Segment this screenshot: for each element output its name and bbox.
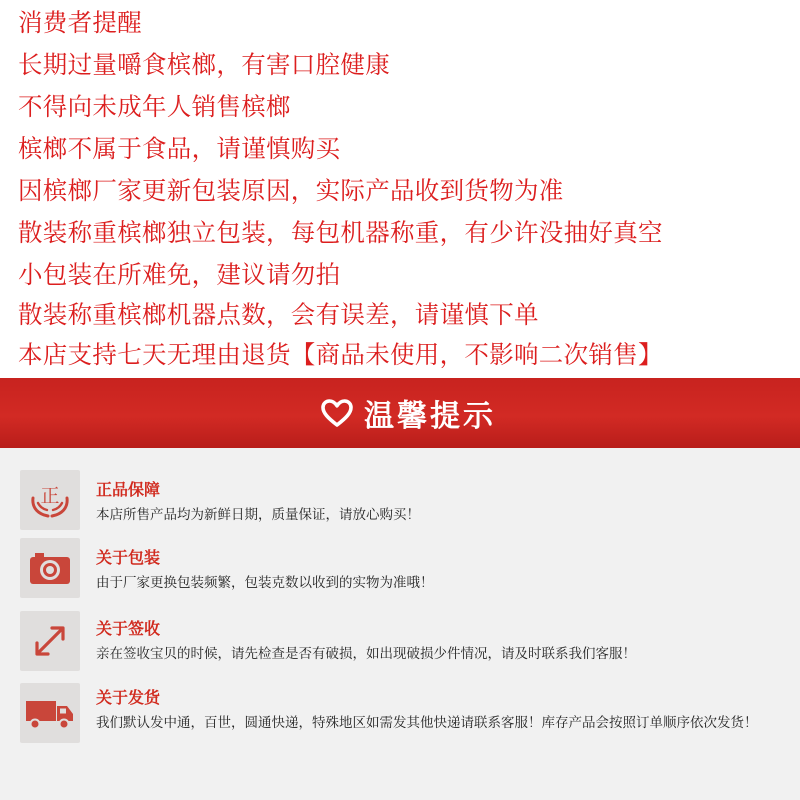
resize-arrow-icon [20, 611, 80, 671]
info-item-title: 关于签收 [96, 619, 161, 638]
warning-line: 因槟榔厂家更新包装原因，实际产品收到货物为准 [18, 176, 564, 205]
camera-icon [20, 538, 80, 598]
info-item-desc: 我们默认发中通，百世，圆通快递，特殊地区如需发其他快递请联系客服！库存产品会按照订单顺序依次发货！ [96, 715, 758, 731]
info-item-desc: 本店所售产品均为新鲜日期，质量保证，请放心购买！ [96, 507, 420, 523]
warning-line: 不得向未成年人销售槟榔 [18, 92, 291, 121]
warning-heading: 消费者提醒 [18, 8, 142, 37]
info-section [0, 448, 800, 800]
warning-line: 小包装在所难免，建议请勿拍 [18, 260, 341, 289]
warning-line: 本店支持七天无理由退货【商品未使用，不影响二次销售】 [18, 340, 663, 369]
heart-icon [320, 398, 354, 428]
truck-icon [20, 683, 80, 743]
info-item-desc: 由于厂家更换包装频繁，包装克数以收到的实物为准哦！ [96, 575, 434, 591]
warning-line: 散装称重槟榔机器点数，会有误差，请谨慎下单 [18, 300, 539, 329]
banner-title-group [320, 391, 496, 435]
authentic-hands-icon [20, 470, 80, 530]
banner-title: 温馨提示 [364, 399, 496, 434]
consumer-warning-section [0, 0, 800, 378]
info-item-desc: 亲在签收宝贝的时候，请先检查是否有破损，如出现破损少件情况，请及时联系我们客服！ [96, 646, 636, 662]
warning-line: 长期过量嚼食槟榔，有害口腔健康 [18, 50, 390, 79]
warning-line: 散装称重槟榔独立包装，每包机器称重，有少许没抽好真空 [18, 218, 663, 247]
tips-banner [0, 378, 800, 448]
info-item-title: 关于包装 [96, 548, 161, 567]
svg-text:正: 正 [40, 485, 60, 507]
info-item-title: 正品保障 [96, 480, 161, 499]
info-item-title: 关于发货 [96, 688, 161, 707]
warning-line: 槟榔不属于食品，请谨慎购买 [18, 134, 341, 163]
